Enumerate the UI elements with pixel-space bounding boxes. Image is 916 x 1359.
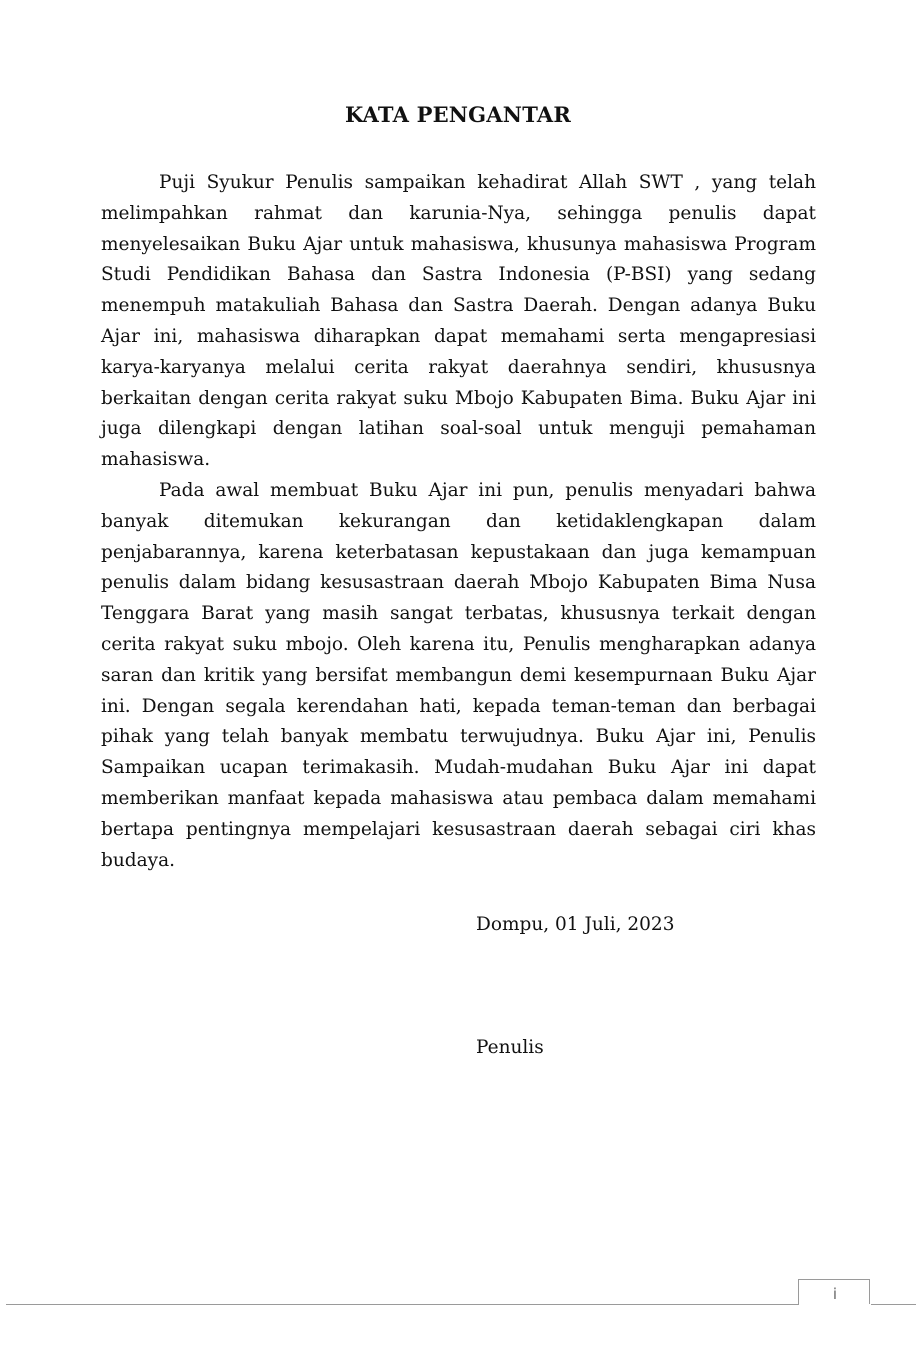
footer-rule-left xyxy=(6,1304,799,1305)
page-title: KATA PENGANTAR xyxy=(344,102,572,127)
footer-rule-right xyxy=(871,1304,916,1305)
signer-name: Penulis xyxy=(476,1037,544,1058)
paragraph-2: Pada awal membuat Buku Ajar ini pun, penulis menyadari bahwa banyak ditemukan kekurangan dan ketidaklengkapan dalam penjabarannya, karena keterbatasan kepustakaan dan juga kemampuan penulis dalam bidang kesusastraan daerah Mbojo Kabupaten Bima Nusa Tenggara Barat yang masih sangat terbatas, khususnya terkait dengan cerita rakyat suku mbojo. Oleh karena itu, Penulis mengharapkan adanya saran dan kritik yang bersifat membangun demi kesempurnaan Buku Ajar ini. Dengan segala kerendahan hati, kepada teman-teman dan berbagai pihak yang telah banyak membatu terwujudnya. Buku Ajar ini, Penulis Sampaikan ucapan terimakasih. Mudah-mudahan Buku Ajar ini dapat memberikan manfaat kepada mahasiswa atau pembaca dalam memahami bertapa pentingnya mempelajari kesusastraan daerah sebagai ciri khas budaya. xyxy=(101,479,816,871)
page-number: i xyxy=(832,1285,838,1303)
paragraph-1: Puji Syukur Penulis sampaikan kehadirat Allah SWT , yang telah melimpahkan rahmat dan karunia-Nya, sehingga penulis dapat menyelesaikan Buku Ajar untuk mahasiswa, khusunya mahasiswa Program Studi Pendidikan Bahasa dan Sastra Indonesia (P-BSI) yang sedang menempuh matakuliah Bahasa dan Sastra Daerah. Dengan adanya Buku Ajar ini, mahasiswa diharapkan dapat memahami serta mengapresiasi karya-karyanya melalui cerita rakyat daerahnya sendiri, khususnya berkaitan dengan cerita rakyat suku Mbojo Kabupaten Bima. Buku Ajar ini juga dilengkapi dengan latihan soal-soal untuk menguji pemahaman mahasiswa. xyxy=(101,172,816,471)
place-date: Dompu, 01 Juli, 2023 xyxy=(476,914,675,935)
body-text xyxy=(101,168,816,876)
